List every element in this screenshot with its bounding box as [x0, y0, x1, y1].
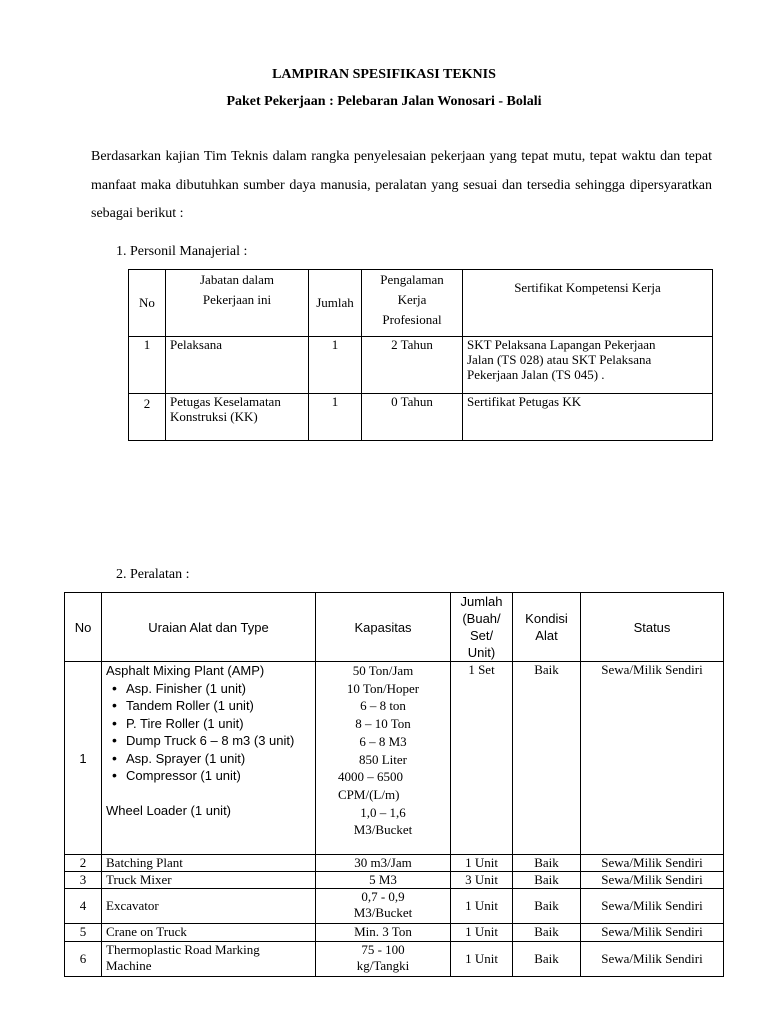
row-kapasitas: 75 - 100 kg/Tangki: [316, 942, 451, 977]
row-jumlah: 1 Unit: [451, 924, 513, 942]
header-sertifikat: Sertifikat Kompetensi Kerja: [463, 270, 713, 337]
row-uraian: Truck Mixer: [102, 872, 316, 889]
header-status: Status: [581, 593, 724, 662]
document-subtitle: Paket Pekerjaan : Pelebaran Jalan Wonosari - Bolali: [226, 94, 542, 109]
row-status: Sewa/Milik Sendiri: [581, 924, 724, 942]
header-jumlah: Jumlah: [309, 270, 362, 337]
list-item: • Asp. Sprayer (1 unit): [126, 750, 311, 768]
row-kapasitas: Min. 3 Ton: [316, 924, 451, 942]
row-kondisi: Baik: [513, 662, 581, 855]
row-no: 2: [129, 394, 166, 441]
row-jabatan: Pelaksana: [166, 337, 309, 394]
row-no: 6: [65, 942, 102, 977]
row-kapasitas: 30 m3/Jam: [316, 855, 451, 872]
row-no: 2: [65, 855, 102, 872]
row-jumlah: 3 Unit: [451, 872, 513, 889]
row-kapasitas: 5 M3: [316, 872, 451, 889]
row-no: 1: [129, 337, 166, 394]
row-kondisi: Baik: [513, 855, 581, 872]
equipment-list: [106, 680, 311, 785]
row-kondisi: Baik: [513, 872, 581, 889]
row-uraian: Thermoplastic Road Marking Machine: [102, 942, 316, 977]
row-uraian: Crane on Truck: [102, 924, 316, 942]
row-status: Sewa/Milik Sendiri: [581, 662, 724, 855]
row-no: 1: [65, 662, 102, 855]
intro-paragraph: Berdasarkan kajian Tim Teknis dalam rangka penyelesaian pekerjaan yang tepat mutu, tepat waktu dan tepat manfaat maka dibutuhkan sumber daya manusia, peralatan yang sesuai dan tersedia sehingga dipersyaratkan sebagai berikut :: [91, 149, 712, 221]
table-row: [129, 337, 713, 394]
row-uraian: Batching Plant: [102, 855, 316, 872]
header-jabatan: Jabatan dalam Pekerjaan ini: [166, 270, 309, 337]
header-jumlah: Jumlah (Buah/ Set/ Unit): [451, 593, 513, 662]
table-row: [65, 662, 724, 855]
row-no: 4: [65, 889, 102, 924]
row-kondisi: Baik: [513, 889, 581, 924]
table-row: [65, 924, 724, 942]
header-uraian: Uraian Alat dan Type: [102, 593, 316, 662]
row-kapasitas: 0,7 - 0,9 M3/Bucket: [316, 889, 451, 924]
row-sertifikat: Sertifikat Petugas KK: [463, 394, 713, 441]
row-jumlah: 1 Unit: [451, 855, 513, 872]
list-item: • Tandem Roller (1 unit): [126, 697, 311, 715]
list-item: • Compressor (1 unit): [126, 767, 311, 785]
header-kondisi: Kondisi Alat: [513, 593, 581, 662]
section-2-heading: 2. Peralatan :: [116, 567, 190, 582]
row-status: Sewa/Milik Sendiri: [581, 855, 724, 872]
row-status: Sewa/Milik Sendiri: [581, 942, 724, 977]
list-item: • P. Tire Roller (1 unit): [126, 715, 311, 733]
header-pengalaman: Pengalaman Kerja Profesional: [362, 270, 463, 337]
table-row: [129, 394, 713, 441]
row-status: Sewa/Milik Sendiri: [581, 872, 724, 889]
row-kondisi: Baik: [513, 942, 581, 977]
list-item: • Dump Truck 6 – 8 m3 (3 unit): [126, 732, 311, 750]
row-no: 3: [65, 872, 102, 889]
table-header-row: [129, 270, 713, 337]
section-1-heading: 1. Personil Manajerial :: [116, 244, 248, 259]
row-no: 5: [65, 924, 102, 942]
row-status: Sewa/Milik Sendiri: [581, 889, 724, 924]
equipment-table: [64, 592, 724, 977]
document-title: LAMPIRAN SPESIFIKASI TEKNIS: [272, 67, 496, 82]
table-header-row: [65, 593, 724, 662]
header-kapasitas: Kapasitas: [316, 593, 451, 662]
row-uraian: Asphalt Mixing Plant (AMP) • Asp. Finisher (1 unit) • Tandem Roller (1 unit) • P. Tire Roller (1 unit) • Dump Truck 6 – 8 m3 (3 unit) • Asp. Sprayer (1 unit) • Compressor (1 unit) Wheel Loader (1 unit): [102, 662, 316, 855]
row-sertifikat: SKT Pelaksana Lapangan Pekerjaan Jalan (TS 028) atau SKT Pelaksana Pekerjaan Jalan (TS 045) .: [463, 337, 713, 394]
row-jabatan: Petugas Keselamatan Konstruksi (KK): [166, 394, 309, 441]
header-no: No: [129, 270, 166, 337]
table-row: [65, 889, 724, 924]
table-row: [65, 855, 724, 872]
table-row: [65, 942, 724, 977]
row-pengalaman: 0 Tahun: [362, 394, 463, 441]
row-uraian: Excavator: [102, 889, 316, 924]
row-jumlah: 1 Unit: [451, 942, 513, 977]
table-row: [65, 872, 724, 889]
row-kondisi: Baik: [513, 924, 581, 942]
personnel-table: [128, 269, 713, 441]
row-jumlah: 1: [309, 394, 362, 441]
row-pengalaman: 2 Tahun: [362, 337, 463, 394]
row-kapasitas: 50 Ton/Jam 10 Ton/Hoper 6 – 8 ton 8 – 10 Ton 6 – 8 M3 850 Liter 4000 – 6500 CPM/(L/m) 1,0 – 1,6 M3/Bucket: [316, 662, 451, 855]
row-jumlah: 1: [309, 337, 362, 394]
row-jumlah: 1 Set: [451, 662, 513, 855]
header-no: No: [65, 593, 102, 662]
row-jumlah: 1 Unit: [451, 889, 513, 924]
list-item: • Asp. Finisher (1 unit): [126, 680, 311, 698]
